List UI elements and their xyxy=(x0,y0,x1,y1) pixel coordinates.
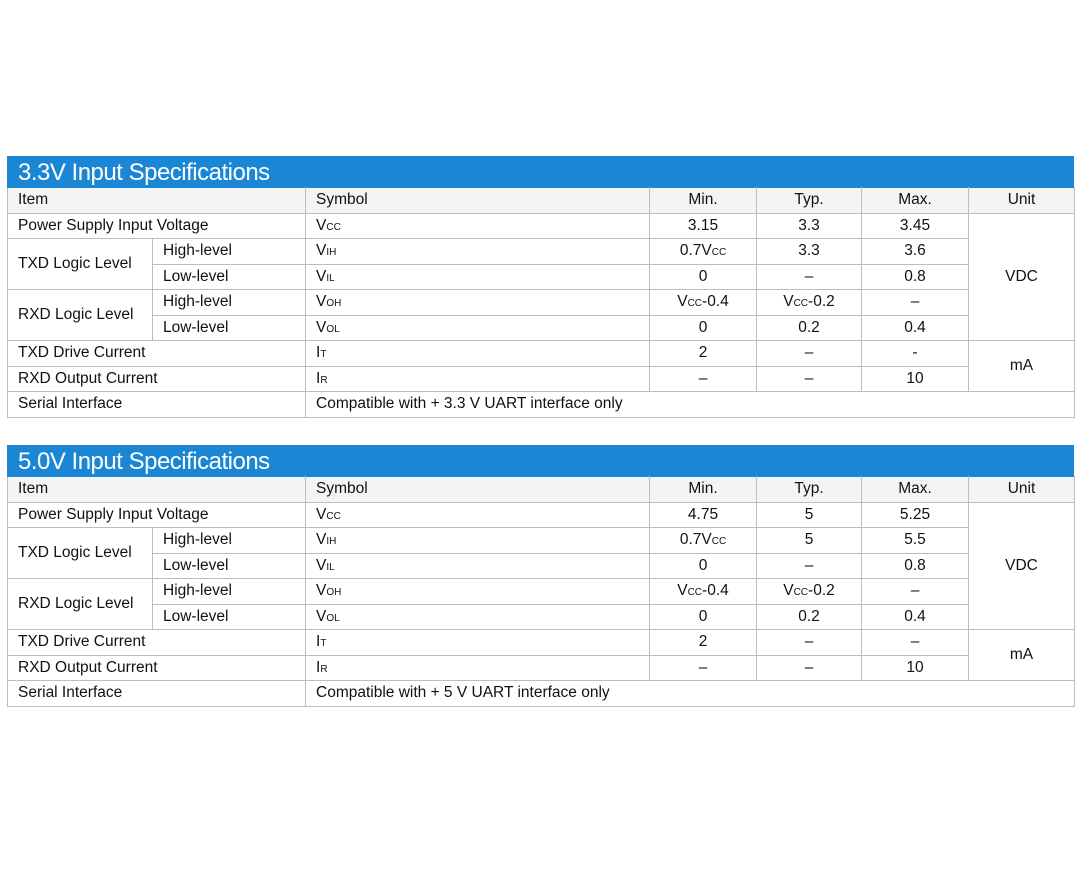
min-value: VCC-0.4 xyxy=(650,579,757,605)
typ-value: VCC-0.2 xyxy=(757,290,862,316)
table-row xyxy=(8,213,1075,239)
table-row xyxy=(8,553,1075,579)
symbol-ir: IR xyxy=(306,366,650,392)
max-value: – xyxy=(862,290,969,316)
header-max: Max. xyxy=(862,477,969,503)
max-value: - xyxy=(862,341,969,367)
serial-interface-value: Compatible with + 3.3 V UART interface only xyxy=(306,392,1075,418)
typ-value: – xyxy=(757,630,862,656)
level-high: High-level xyxy=(153,290,306,316)
max-value: 10 xyxy=(862,366,969,392)
max-value: 0.8 xyxy=(862,553,969,579)
unit-ma: mA xyxy=(969,630,1075,681)
spec-table xyxy=(7,187,1075,418)
item-serial-interface: Serial Interface xyxy=(8,681,306,707)
table-row xyxy=(8,315,1075,341)
symbol-vol: VOL xyxy=(306,604,650,630)
item-power-supply: Power Supply Input Voltage xyxy=(8,213,306,239)
item-power-supply: Power Supply Input Voltage xyxy=(8,502,306,528)
level-low: Low-level xyxy=(153,604,306,630)
typ-value: 5 xyxy=(757,502,862,528)
table-row xyxy=(8,341,1075,367)
typ-value: 5 xyxy=(757,528,862,554)
typ-value: – xyxy=(757,341,862,367)
max-value: 10 xyxy=(862,655,969,681)
spec-block-3v3 xyxy=(7,156,1074,418)
symbol-vol: VOL xyxy=(306,315,650,341)
symbol-vih: VIH xyxy=(306,239,650,265)
header-typ: Typ. xyxy=(757,188,862,214)
min-value: – xyxy=(650,655,757,681)
symbol-vil: VIL xyxy=(306,264,650,290)
typ-value: – xyxy=(757,264,862,290)
unit-vdc: VDC xyxy=(969,213,1075,341)
table-row xyxy=(8,264,1075,290)
max-value: 3.45 xyxy=(862,213,969,239)
table-row xyxy=(8,528,1075,554)
header-item: Item xyxy=(8,477,306,503)
max-value: 0.4 xyxy=(862,604,969,630)
max-value: 5.5 xyxy=(862,528,969,554)
item-txd-logic-level: TXD Logic Level xyxy=(8,528,153,579)
min-value: 0 xyxy=(650,604,757,630)
table-row xyxy=(8,579,1075,605)
table-row xyxy=(8,630,1075,656)
typ-value: VCC-0.2 xyxy=(757,579,862,605)
level-low: Low-level xyxy=(153,264,306,290)
symbol-vih: VIH xyxy=(306,528,650,554)
min-value: 0 xyxy=(650,264,757,290)
table-row xyxy=(8,681,1075,707)
header-unit: Unit xyxy=(969,477,1075,503)
symbol-ir: IR xyxy=(306,655,650,681)
min-value: 2 xyxy=(650,341,757,367)
header-unit: Unit xyxy=(969,188,1075,214)
typ-value: 0.2 xyxy=(757,604,862,630)
table-row xyxy=(8,290,1075,316)
min-value: 0 xyxy=(650,315,757,341)
symbol-voh: VOH xyxy=(306,290,650,316)
spec-table-title: 5.0V Input Specifications xyxy=(7,445,1074,476)
typ-value: – xyxy=(757,366,862,392)
max-value: 5.25 xyxy=(862,502,969,528)
min-value: 4.75 xyxy=(650,502,757,528)
max-value: 3.6 xyxy=(862,239,969,265)
item-txd-drive-current: TXD Drive Current xyxy=(8,630,306,656)
table-header-row xyxy=(8,188,1075,214)
typ-value: – xyxy=(757,655,862,681)
typ-value: – xyxy=(757,553,862,579)
spec-block-5v xyxy=(7,445,1074,707)
min-value: 2 xyxy=(650,630,757,656)
table-row xyxy=(8,655,1075,681)
level-low: Low-level xyxy=(153,553,306,579)
symbol-vil: VIL xyxy=(306,553,650,579)
level-high: High-level xyxy=(153,528,306,554)
item-rxd-output-current: RXD Output Current xyxy=(8,366,306,392)
header-item: Item xyxy=(8,188,306,214)
min-value: 0.7VCC xyxy=(650,239,757,265)
typ-value: 3.3 xyxy=(757,213,862,239)
header-min: Min. xyxy=(650,188,757,214)
item-rxd-logic-level: RXD Logic Level xyxy=(8,579,153,630)
symbol-it: IT xyxy=(306,341,650,367)
header-symbol: Symbol xyxy=(306,188,650,214)
spec-table xyxy=(7,476,1075,707)
max-value: 0.4 xyxy=(862,315,969,341)
unit-ma: mA xyxy=(969,341,1075,392)
symbol-voh: VOH xyxy=(306,579,650,605)
header-max: Max. xyxy=(862,188,969,214)
item-txd-logic-level: TXD Logic Level xyxy=(8,239,153,290)
spec-table-title: 3.3V Input Specifications xyxy=(7,156,1074,187)
unit-vdc: VDC xyxy=(969,502,1075,630)
max-value: – xyxy=(862,579,969,605)
max-value: – xyxy=(862,630,969,656)
item-txd-drive-current: TXD Drive Current xyxy=(8,341,306,367)
max-value: 0.8 xyxy=(862,264,969,290)
symbol-it: IT xyxy=(306,630,650,656)
item-serial-interface: Serial Interface xyxy=(8,392,306,418)
min-value: – xyxy=(650,366,757,392)
table-row xyxy=(8,392,1075,418)
typ-value: 3.3 xyxy=(757,239,862,265)
header-typ: Typ. xyxy=(757,477,862,503)
item-rxd-output-current: RXD Output Current xyxy=(8,655,306,681)
header-symbol: Symbol xyxy=(306,477,650,503)
table-row xyxy=(8,366,1075,392)
header-min: Min. xyxy=(650,477,757,503)
min-value: 0.7VCC xyxy=(650,528,757,554)
table-row xyxy=(8,502,1075,528)
min-value: 0 xyxy=(650,553,757,579)
level-high: High-level xyxy=(153,239,306,265)
symbol-vcc: VCC xyxy=(306,213,650,239)
typ-value: 0.2 xyxy=(757,315,862,341)
table-row xyxy=(8,604,1075,630)
item-rxd-logic-level: RXD Logic Level xyxy=(8,290,153,341)
table-row xyxy=(8,239,1075,265)
min-value: 3.15 xyxy=(650,213,757,239)
table-header-row xyxy=(8,477,1075,503)
level-low: Low-level xyxy=(153,315,306,341)
serial-interface-value: Compatible with + 5 V UART interface only xyxy=(306,681,1075,707)
min-value: VCC-0.4 xyxy=(650,290,757,316)
level-high: High-level xyxy=(153,579,306,605)
symbol-vcc: VCC xyxy=(306,502,650,528)
